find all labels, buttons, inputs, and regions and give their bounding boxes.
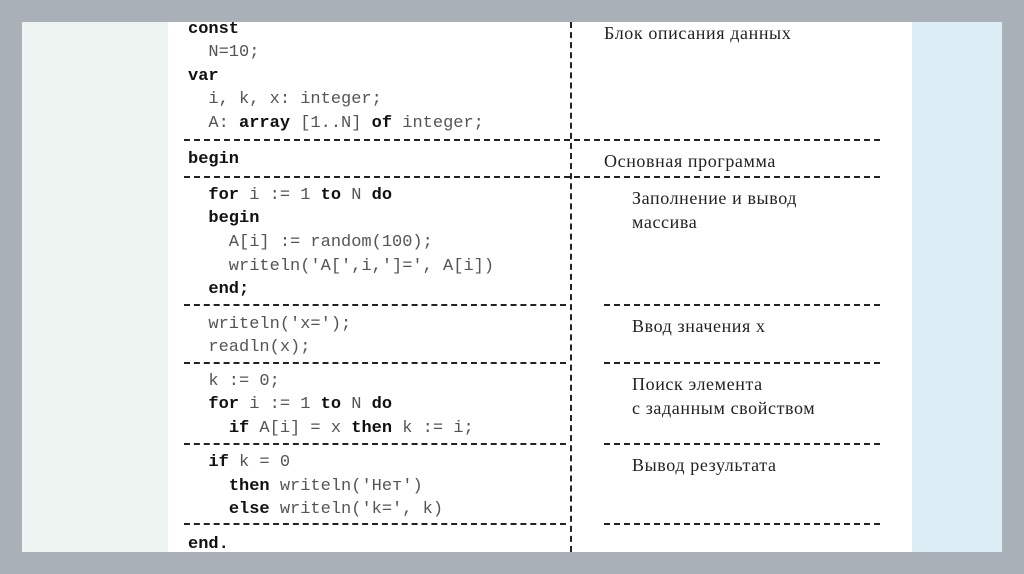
code-keyword: if (228, 419, 250, 438)
block-description (632, 372, 815, 420)
code-line (188, 453, 290, 473)
slide-side-strip (912, 22, 1002, 552)
code-keyword: do (371, 395, 393, 414)
row-divider (184, 443, 566, 445)
code-keyword: for (208, 186, 240, 205)
code-text (188, 395, 208, 414)
code-line (188, 186, 392, 206)
description-line: Вывод результата (632, 455, 777, 475)
code-text (188, 500, 229, 519)
row-divider (184, 362, 566, 364)
code-text: writeln('x='); (188, 315, 352, 334)
code-line (188, 67, 219, 87)
description-line: с заданным свойством (632, 398, 816, 418)
code-keyword: begin (188, 150, 240, 169)
code-keyword: of (371, 114, 393, 133)
column-divider (570, 22, 572, 552)
row-divider (604, 443, 880, 445)
code-keyword: array (239, 114, 291, 133)
block-description (632, 453, 777, 477)
code-keyword: else (228, 500, 270, 519)
code-line (188, 280, 249, 300)
description-line: Поиск элемента (632, 374, 763, 394)
code-line (188, 477, 423, 497)
code-text: N (341, 395, 372, 414)
code-line (188, 315, 351, 335)
code-text: readln(x); (188, 338, 311, 357)
code-text (188, 477, 229, 496)
code-keyword: end. (188, 535, 229, 554)
code-keyword: end; (208, 280, 250, 299)
row-divider (184, 139, 880, 141)
code-line (188, 419, 474, 439)
description-line: Заполнение и вывод (632, 188, 798, 208)
code-text: A[i] = x (249, 419, 352, 438)
code-text: A[i] := random(100); (188, 233, 433, 252)
code-text: A: (188, 114, 240, 133)
row-divider (184, 523, 566, 525)
row-divider (184, 304, 566, 306)
code-text: writeln('Нет') (269, 477, 423, 496)
code-line (188, 209, 259, 229)
code-keyword: then (351, 419, 393, 438)
block-description (604, 21, 791, 45)
code-line (188, 395, 392, 415)
code-line (188, 535, 229, 555)
code-text (188, 209, 208, 228)
description-line: массива (632, 212, 698, 232)
code-text: writeln('k=', k) (269, 500, 444, 519)
code-line (188, 43, 259, 63)
code-line (188, 150, 239, 170)
code-text: integer; (392, 114, 484, 133)
row-divider (604, 362, 880, 364)
description-line: Основная программа (604, 151, 776, 171)
description-line: Ввод значения x (632, 316, 766, 336)
code-text: k := 0; (188, 372, 280, 391)
code-text: k := i; (392, 419, 474, 438)
code-text: i := 1 (239, 395, 321, 414)
code-line (188, 338, 310, 358)
code-text: N (341, 186, 372, 205)
row-divider (604, 523, 880, 525)
code-keyword: to (320, 395, 342, 414)
code-line (188, 233, 433, 253)
code-keyword: to (320, 186, 342, 205)
code-text: k = 0 (228, 453, 291, 472)
code-text (188, 280, 208, 299)
code-text: writeln('A[',i,']=', A[i]) (188, 257, 495, 276)
block-description (604, 149, 776, 173)
code-line (188, 90, 382, 110)
code-keyword: if (208, 453, 229, 472)
code-keyword: then (228, 477, 270, 496)
code-text: i, k, x: integer; (188, 90, 382, 109)
block-description (632, 314, 766, 338)
description-line: Блок описания данных (604, 23, 792, 43)
code-line (188, 114, 484, 134)
code-keyword: begin (208, 209, 260, 228)
code-text: N=10; (188, 43, 260, 62)
code-line (188, 257, 494, 277)
code-text (188, 186, 208, 205)
code-keyword: const (188, 20, 240, 39)
code-keyword: do (371, 186, 393, 205)
code-text (188, 419, 229, 438)
code-line (188, 20, 239, 40)
row-divider (184, 176, 880, 178)
block-description (632, 186, 797, 234)
code-text (188, 453, 208, 472)
code-keyword: var (188, 67, 219, 86)
code-keyword: for (208, 395, 240, 414)
code-text: i := 1 (239, 186, 321, 205)
code-line (188, 500, 443, 520)
code-text: [1..N] (290, 114, 372, 133)
code-line (188, 372, 280, 392)
row-divider (604, 304, 880, 306)
